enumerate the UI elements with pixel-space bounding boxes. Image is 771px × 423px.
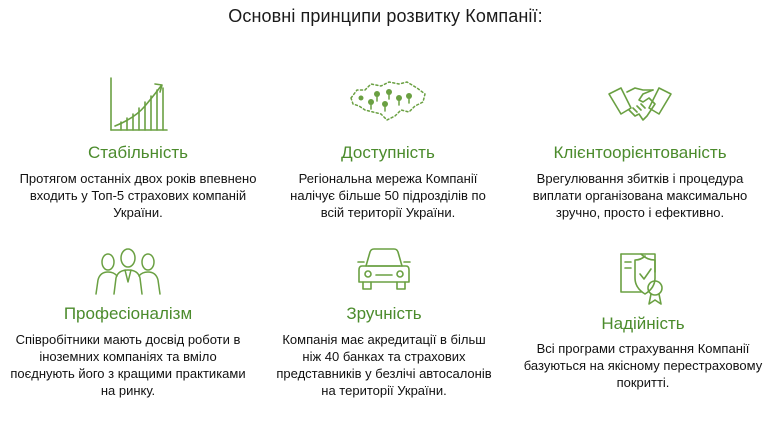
car-icon [356,244,412,292]
card-text-line: зручно, просто і ефективно. [555,205,725,220]
card-text-line: Регіональна мережа Компанії [298,171,478,186]
principle-card-professionalism [0,236,268,406]
principle-card-accessibility [248,70,528,220]
card-title: Зручність [346,304,422,323]
card-title: Надійність [601,314,685,333]
card-description [248,170,528,221]
card-text-line: поєднують його з кращими практиками [10,366,246,381]
page-title: Основні принципи розвитку Компанії: [228,6,543,26]
card-description [0,331,268,399]
card-text-line: на ринку. [100,383,156,398]
growth-chart-icon [105,76,171,134]
card-text-line: Компанія має акредитації в більш [282,332,486,347]
card-description [244,331,524,399]
card-text-line: на території України. [321,383,447,398]
card-text-line: входить у Топ-5 страхових компаній [29,188,247,203]
principle-card-stability [0,70,278,220]
card-text-line: іноземних компаніях та вміло [39,349,217,364]
card-title: Доступність [341,143,435,162]
card-description [0,170,278,221]
card-title: Клієнтоорієнтованість [553,143,727,162]
card-text-line: ніж 40 банках та страхових [302,349,466,364]
card-text-line: Всі програми страхування Компанії [536,341,750,356]
card-description [503,340,771,391]
card-text-line: України. [113,205,163,220]
card-text-line: Співробітники мають досвід роботи в [15,332,241,347]
card-text-line: базуються на якісному перестраховому [523,358,763,373]
card-text-line: всій території України. [320,205,456,220]
ukraine-map-pins-icon [347,76,429,126]
card-title: Стабільність [88,143,188,162]
card-text-line: налічує більше 50 підрозділів по [290,188,486,203]
card-text-line: виплати організована максимально [532,188,748,203]
card-title: Професіоналізм [63,304,193,323]
principle-card-convenience [244,236,524,406]
card-text-line: Протягом останніх двох років впевнено [19,171,257,186]
card-description [500,170,771,221]
card-text-line: покритті. [616,375,670,390]
certificate-shield-icon [617,248,669,306]
principle-card-client-orientation [500,70,771,220]
handshake-icon [607,80,673,130]
team-people-icon [92,242,164,296]
principle-card-reliability [503,236,771,406]
card-text-line: представників у безлічі автосалонів [276,366,492,381]
card-text-line: Врегулювання збитків і процедура [536,171,744,186]
